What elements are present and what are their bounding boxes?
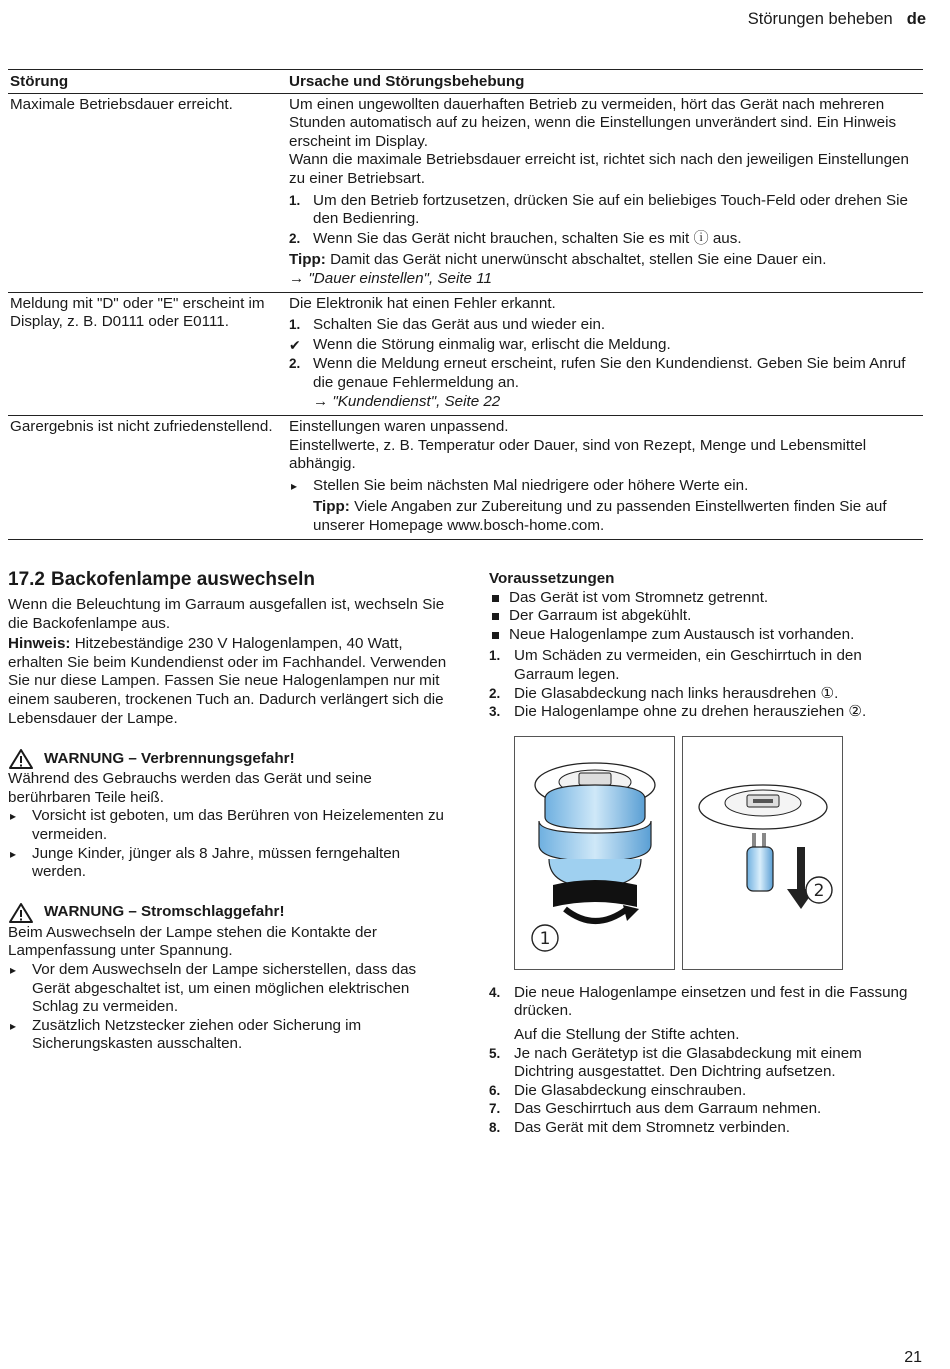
step-item [489,647,924,684]
step-text: Wenn die Meldung erneut erscheint, rufen Sie den Kundendienst. Geben Sie beim Anruf die genaue Fehlermeldung an. [313,355,906,391]
cause-text: Wann die maximale Betriebsdauer erreicht ist, richtet sich nach den jeweiligen Einstellungen zu einer Betriebsart. [289,151,909,187]
step-number: 3. [489,704,501,720]
step-item [289,316,921,335]
cause-text: Einstellungen waren unpassend. [289,418,509,436]
step-item [489,984,924,1045]
tip [289,498,921,535]
table-row [8,292,923,416]
tip [289,251,921,288]
halogen-lamp-illustration [683,737,842,969]
step-number: 8. [489,1119,501,1135]
header-section-title: Störungen beheben [747,10,893,28]
note-text: Hitzebeständige 230 V Halogenlampen, 40 Watt, erhalten Sie beim Kundendienst oder im Fachhandel. Verwenden Sie nur diese Lampen. Fassen Sie neue Halogenlampen nur mit einem sauberen, trockenen Tuch an. Dadurch verlängert sich die Lebensdauer der Lampe. [8,635,447,727]
cause-cell [287,292,923,416]
warning-burn [8,748,448,882]
illustration-pull-out-lamp [682,736,843,970]
section-intro: Wenn die Beleuchtung im Garraum ausgefallen ist, wechseln Sie die Backofenlampe aus. [8,596,445,632]
step-number: 7. [489,1101,501,1117]
note [8,635,448,728]
step-number: 4. [489,984,501,1000]
warning-text: Während des Gebrauchs werden das Gerät und seine berührbaren Teile heiß. [8,770,372,806]
figure-label: 1 [539,928,551,949]
step-number: 1. [489,648,501,664]
step-text: Schalten Sie das Gerät aus und wieder ein. [313,316,606,334]
page-reference-link[interactable]: → "Dauer einstellen", Seite 11 [289,269,492,287]
step-list [289,316,921,411]
step-text: Das Geschirrtuch aus dem Garraum nehmen. [514,1100,822,1118]
fault-cell: Maximale Betriebsdauer erreicht. [8,93,287,292]
cause-text: Um einen ungewollten dauerhaften Betrieb zu vermeiden, hört das Gerät nach mehreren Stunden automatisch auf zu heizen, wenn die Einstellungen unverändert sind. Ein Hinweis erscheint im Display. [289,95,897,150]
warning-triangle-icon [8,902,34,924]
step-item [489,1119,924,1138]
tip-text: Damit das Gerät nicht unerwünscht abschaltet, stellen Sie eine Dauer ein. [330,251,827,269]
step-item [489,1100,924,1119]
figure-label: 2 [813,880,825,901]
requirements-title: Voraussetzungen [489,570,615,587]
table-row [8,416,923,540]
requirement-item: Der Garraum ist abgekühlt. [489,607,924,626]
step-item [489,685,924,704]
warning-item: ▸ Vorsicht ist geboten, um das Berühren von Heizelementen zu vermeiden. [8,807,448,844]
warning-electric [8,902,448,1054]
instruction-steps-continued [489,984,924,1138]
step-text: Um den Betrieb fortzusetzen, drücken Sie auf ein beliebiges Touch-Feld oder drehen Sie den Bedienring. [313,191,908,228]
warning-text: Beim Auswechseln der Lampe stehen die Kontakte der Lampenfassung unter Spannung. [8,923,377,960]
step-number: 1. [289,192,301,208]
step-text: Um Schäden zu vermeiden, ein Geschirrtuch in den Garraum legen. [514,647,862,683]
requirements-list [489,589,924,645]
table-header-row [8,70,923,94]
section-heading [8,568,448,592]
requirement-item: Neue Halogenlampe zum Austausch ist vorhanden. [489,626,924,645]
left-column [8,568,448,1054]
step-result [289,336,921,355]
step-result-text: Auf die Stellung der Stifte achten. [514,1025,740,1043]
lamp-cover-illustration [515,737,674,969]
section-number: 17.2 [8,569,45,590]
instruction-steps [489,647,924,721]
step-number: 2. [489,685,501,701]
header-language: de [906,10,926,28]
illustration-row [514,736,924,970]
table-header-cause: Ursache und Störungsbehebung [287,70,923,94]
step-number: 2. [289,356,301,372]
warning-title-text: WARNUNG – Verbrennungsgefahr! [44,749,295,767]
warning-title [8,902,448,924]
cause-cell [287,93,923,292]
step-list [289,192,921,249]
requirement-item: Das Gerät ist vom Stromnetz getrennt. [489,589,924,608]
action-list [289,477,921,496]
page-header [748,10,926,29]
step-item [489,703,924,722]
fault-cell: Meldung mit "D" oder "E" erscheint im Display, z. B. D0111 oder E0111. [8,292,287,416]
page-number: 21 [904,1349,922,1366]
cause-text: Einstellwerte, z. B. Temperatur oder Dauer, sind von Rezept, Menge und Lebensmittel abhängig. [289,436,867,473]
cause-text: Die Elektronik hat einen Fehler erkannt. [289,294,556,312]
warning-title-text: WARNUNG – Stromschlaggefahr! [44,903,285,921]
step-number: 6. [489,1082,501,1098]
step-item [489,1082,924,1101]
cause-cell [287,416,923,540]
warning-item: ▸ Vor dem Auswechseln der Lampe sicherstellen, dass das Gerät abgeschaltet ist, um einen möglichen elektrischen Schlag zu vermeiden. [8,961,448,1017]
check-icon: ✔ [289,336,301,353]
step-item [289,192,921,229]
step-number: 2. [289,230,301,246]
step-item [289,355,921,411]
warning-item: ▸ Zusätzlich Netzstecker ziehen oder Sicherung im Sicherungskasten ausschalten. [8,1017,448,1054]
warning-item: ▸ Junge Kinder, jünger als 8 Jahre, müssen ferngehalten werden. [8,845,448,882]
step-text: Die Glasabdeckung einschrauben. [514,1081,747,1099]
note-label: Hinweis: [8,635,71,653]
step-text: Das Gerät mit dem Stromnetz verbinden. [514,1118,791,1136]
step-text: Die neue Halogenlampe einsetzen und fest in die Fassung drücken. [514,983,908,1020]
page-reference-link[interactable]: → "Kundendienst", Seite 22 [313,392,501,410]
fault-cell: Garergebnis ist nicht zufriedenstellend. [8,416,287,540]
right-column [489,568,924,1138]
step-number: 1. [289,317,301,333]
warning-triangle-icon [8,748,34,770]
tip-label: Tipp: [289,251,326,269]
tip-label: Tipp: [313,498,350,516]
step-text: Die Glasabdeckung nach links herausdrehen ①. [514,684,839,702]
warning-title [8,748,448,770]
troubleshooting-table [8,69,923,540]
step-text: Je nach Gerätetyp ist die Glasabdeckung mit einem Dichtring ausgestattet. Den Dichtring aufsetzen. [514,1044,862,1081]
table-header-fault: Störung [8,70,287,94]
step-item [489,1045,924,1082]
section-title: Backofenlampe auswechseln [50,569,315,590]
table-row [8,93,923,292]
step-item [289,230,921,249]
action-item: ▸ Stellen Sie beim nächsten Mal niedrigere oder höhere Werte ein. [289,477,921,496]
step-text: Wenn die Störung einmalig war, erlischt die Meldung. [313,335,671,353]
warning-list [8,807,448,881]
step-number: 5. [489,1045,501,1061]
step-text: Wenn Sie das Gerät nicht brauchen, schalten Sie es mit ⓘ aus. [313,229,742,247]
illustration-remove-glass-cover [514,736,675,970]
warning-list [8,961,448,1054]
step-text: Die Halogenlampe ohne zu drehen herausziehen ②. [514,703,867,721]
tip-text: Viele Angaben zur Zubereitung und zu passenden Einstellwerten finden Sie auf unserer Homepage www.bosch-home.com. [313,498,887,535]
